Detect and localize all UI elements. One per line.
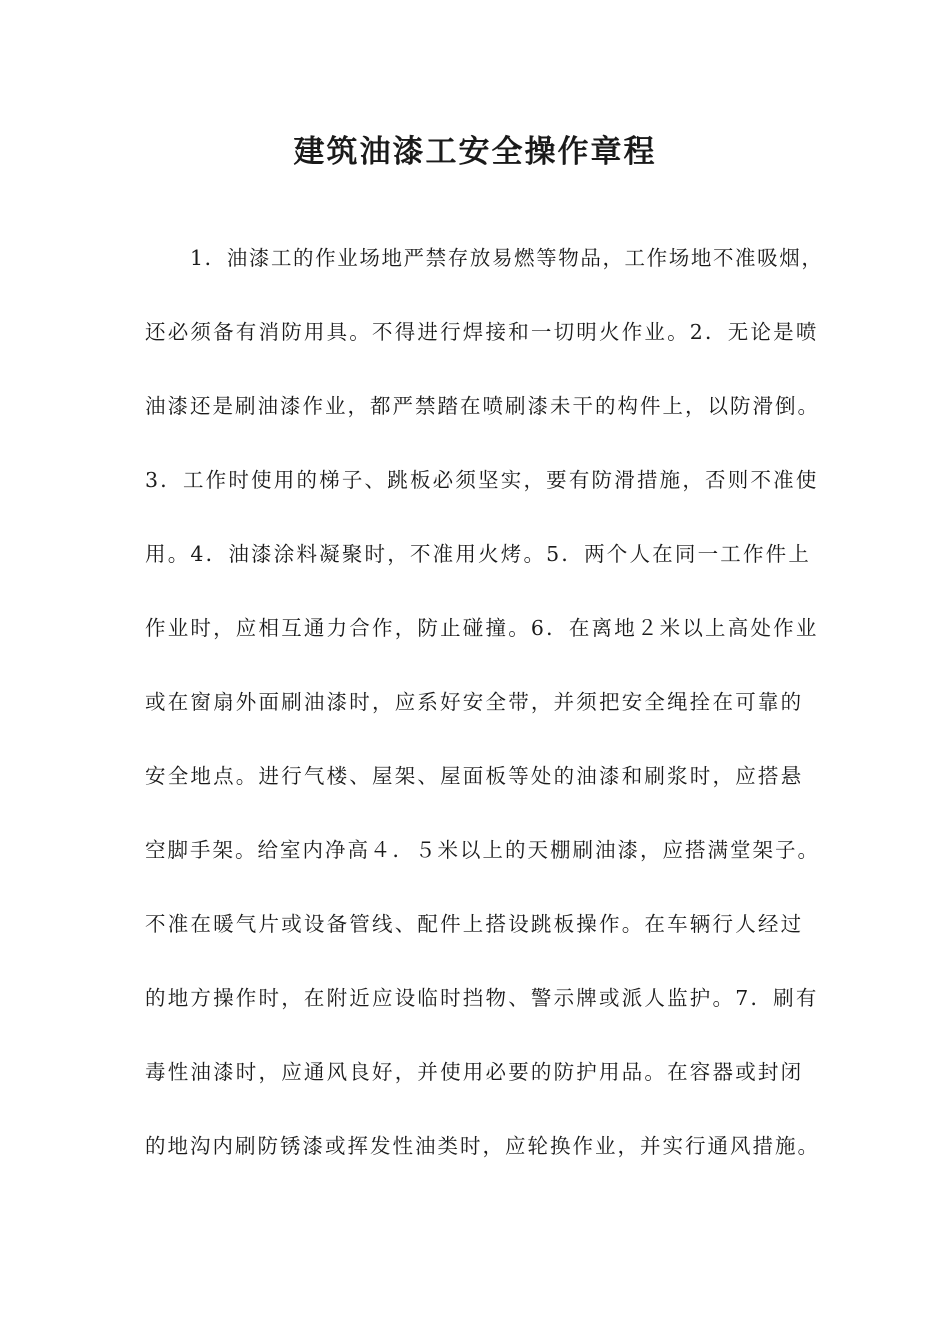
body-line-10: 不准在暖气片或设备管线、配件上搭设跳板操作。在车辆行人经过 <box>145 912 804 936</box>
body-line-8: 安全地点。进行气楼、屋架、屋面板等处的油漆和刷浆时，应搭悬 <box>145 764 804 788</box>
document-title: 建筑油漆工安全操作章程 <box>293 134 657 170</box>
body-line-2: 还必须备有消防用具。不得进行焊接和一切明火作业。2．无论是喷 <box>145 320 819 344</box>
body-line-1: 1．油漆工的作业场地严禁存放易燃等物品，工作场地不准吸烟， <box>190 246 824 270</box>
body-line-7: 或在窗扇外面刷油漆时，应系好安全带，并须把安全绳拴在可靠的 <box>145 690 804 714</box>
body-line-6: 作业时，应相互通力合作，防止碰撞。6．在离地２米以上高处作业 <box>145 616 819 640</box>
body-line-12: 毒性油漆时，应通风良好，并使用必要的防护用品。在容器或封闭 <box>145 1060 804 1084</box>
body-line-13: 的地沟内刷防锈漆或挥发性油类时，应轮换作业，并实行通风措施。 <box>145 1134 820 1158</box>
body-line-11: 的地方操作时，在附近应设临时挡物、警示牌或派人监护。7．刷有 <box>145 986 819 1010</box>
body-line-3: 油漆还是刷油漆作业，都严禁踏在喷刷漆未干的构件上，以防滑倒。 <box>145 394 820 418</box>
body-line-4: 3．工作时使用的梯子、跳板必须坚实，要有防滑措施，否则不准使 <box>145 468 819 492</box>
body-line-5: 用。4．油漆涂料凝聚时，不准用火烤。5．两个人在同一工作件上 <box>145 542 812 566</box>
body-line-9: 空脚手架。给室内净高４．５米以上的天棚刷油漆，应搭满堂架子。 <box>145 838 820 862</box>
